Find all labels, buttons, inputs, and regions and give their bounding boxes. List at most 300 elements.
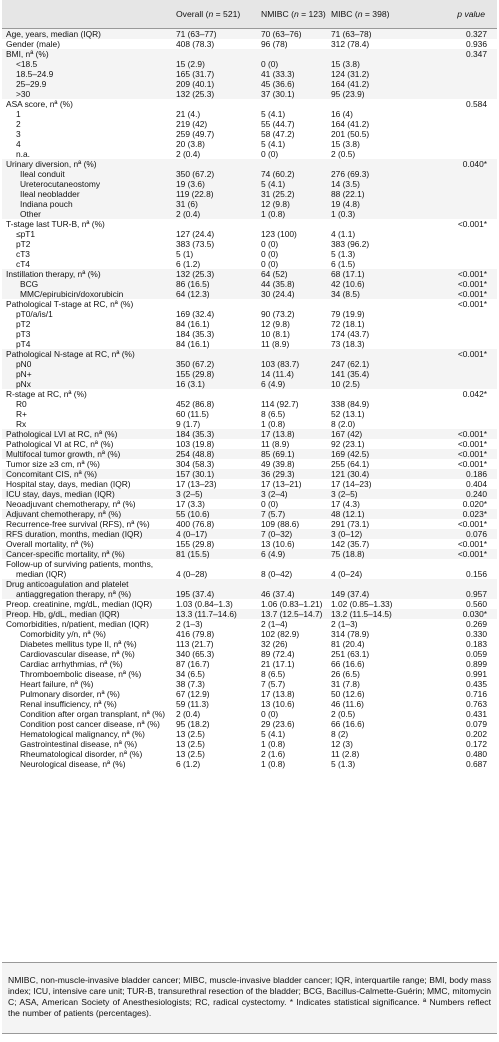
cell-mibc: 121 (30.4): [327, 469, 407, 479]
cell-p-value: 0.042*: [462, 389, 487, 399]
cell-p-value: [407, 339, 497, 349]
cell-p-value: 0.240: [407, 489, 497, 499]
table-row: [2, 199, 497, 209]
cell-overall: 20 (3.8): [176, 139, 205, 149]
cell-overall: 169 (32.4): [176, 309, 215, 319]
cell-overall: 127 (24.4): [176, 229, 215, 239]
cell-p-value: 0.763: [466, 699, 487, 709]
row-label-line1: Drug anticoagulation and platelet: [6, 579, 129, 589]
row-label: pNx: [2, 379, 172, 389]
cell-mibc: 5 (1.3): [331, 759, 356, 769]
cell-mibc: 149 (37.4): [327, 579, 407, 599]
row-label: pN+: [2, 369, 172, 379]
cell-nmibc: 10 (8.1): [261, 329, 290, 339]
cell-overall: [172, 349, 257, 359]
cell-mibc: 17 (4.3): [331, 499, 360, 509]
cell-nmibc: 85 (69.1): [257, 449, 327, 459]
row-label: pT4: [16, 339, 31, 349]
cell-mibc: 251 (63.1): [331, 649, 370, 659]
row-label: <18.5: [2, 59, 172, 69]
cell-mibc: 8 (2.0): [331, 419, 356, 429]
cell-mibc: 15 (3.8): [331, 139, 360, 149]
cell-p-value: [407, 109, 497, 119]
cell-nmibc: 1.06 (0.83–1.21): [261, 599, 323, 609]
row-label: Overall mortality, nª (%): [6, 539, 94, 549]
cell-mibc: 167 (42): [327, 429, 407, 439]
row-label-line2: median (IQR): [16, 569, 67, 579]
table-row: [2, 469, 497, 479]
cell-mibc: 5 (1.3): [331, 249, 356, 259]
table-row: [2, 39, 497, 49]
cell-nmibc: 0 (0): [257, 59, 327, 69]
cell-mibc: 81 (20.4): [331, 639, 365, 649]
cell-nmibc: [257, 299, 327, 309]
table-row: [2, 739, 497, 749]
cell-mibc: 1 (0.3): [327, 209, 407, 219]
row-label: 18.5–24.9: [2, 69, 172, 79]
cell-mibc: 66 (16.6): [331, 659, 365, 669]
cell-p-value: 0.347: [407, 49, 497, 59]
cell-p-value: 0.183: [466, 639, 487, 649]
row-label: Cancer-specific mortality, nª (%): [2, 549, 172, 559]
row-label: Pulmonary disorder, nª (%): [20, 689, 120, 699]
cell-p-value: [407, 189, 497, 199]
cell-p-value: 0.330: [466, 629, 487, 639]
cell-p-value: 0.991: [466, 669, 487, 679]
cell-nmibc: [257, 49, 327, 59]
cell-overall: 81 (15.5): [172, 549, 257, 559]
table-row: [2, 599, 497, 609]
table-row: [2, 119, 497, 129]
cell-nmibc: 89 (72.4): [261, 649, 295, 659]
header-variable: [2, 0, 172, 29]
cell-p-value: [407, 209, 497, 219]
table-row: [2, 439, 497, 449]
table-row: [2, 579, 497, 599]
row-label: pT3: [16, 329, 31, 339]
cell-nmibc: [257, 159, 327, 169]
cell-overall: 16 (3.1): [172, 379, 257, 389]
row-label: Age, years, median (IQR): [2, 29, 172, 40]
cell-mibc: 164 (41.2): [327, 79, 407, 89]
table-row: [2, 489, 497, 499]
row-label: Hematological malignancy, nª (%): [20, 729, 145, 739]
cell-mibc: 68 (17.1): [327, 269, 407, 279]
table-row: [2, 549, 497, 559]
cell-mibc: 338 (84.9): [331, 399, 370, 409]
cell-overall: 38 (7.3): [176, 679, 205, 689]
row-label: ≤pT1: [16, 229, 36, 239]
cell-nmibc: 11 (8.9): [261, 339, 290, 349]
cell-nmibc: 102 (82.9): [261, 629, 300, 639]
cell-mibc: 3 (0–12): [327, 529, 407, 539]
cell-p-value: 0.202: [466, 729, 487, 739]
cell-mibc: [327, 299, 407, 309]
cell-mibc: 17 (14–23): [331, 479, 372, 489]
cell-nmibc: 114 (92.7): [261, 399, 299, 409]
table-row: [2, 209, 497, 219]
cell-overall: 383 (73.5): [176, 239, 215, 249]
table-row: [2, 249, 497, 259]
cell-p-value: [407, 419, 497, 429]
cell-nmibc: [257, 349, 327, 359]
cell-overall: 2 (0.4): [176, 709, 201, 719]
row-label: Recurrence-free survival (RFS), nª (%): [6, 519, 150, 529]
cell-p-value: [407, 239, 497, 249]
cell-overall: 155 (29.8): [172, 369, 257, 379]
table-row: [2, 509, 497, 519]
table-row: [2, 709, 497, 719]
table-row: [2, 749, 497, 759]
row-label: [2, 559, 172, 579]
row-label: BCG: [2, 279, 172, 289]
cell-overall: [172, 99, 257, 109]
cell-p-value: [407, 229, 497, 239]
cell-p-value: 0.172: [466, 739, 487, 749]
cell-nmibc: 7 (5.7): [261, 679, 286, 689]
cell-overall: 132 (25.3): [172, 89, 257, 99]
row-label: Urinary diversion, nª (%): [2, 159, 172, 169]
row-label: Pathological N-stage at RC, nª (%): [2, 349, 172, 359]
cell-overall: [172, 389, 257, 399]
cell-overall: 3 (2–5): [172, 489, 257, 499]
cell-nmibc: [257, 219, 327, 229]
cell-p-value: <0.001*: [457, 459, 487, 469]
cell-nmibc: 70 (63–76): [257, 29, 327, 40]
cell-mibc: 75 (18.8): [327, 549, 407, 559]
row-label: Comorbidities, n/patient, median (IQR): [6, 619, 149, 629]
cell-overall: 13 (2.5): [176, 739, 205, 749]
cell-mibc: 2 (1–3): [331, 619, 358, 629]
cell-overall: 4 (0–28): [176, 569, 208, 579]
cell-nmibc: 5 (4.1): [261, 729, 286, 739]
header-row: [2, 0, 497, 29]
cell-overall: 195 (37.4): [172, 579, 257, 599]
cell-p-value: <0.001*: [407, 269, 497, 279]
cell-overall: 59 (11.3): [176, 699, 209, 709]
patient-characteristics-table: [2, 0, 497, 769]
cell-overall: 84 (16.1): [176, 339, 210, 349]
cell-p-value: <0.001*: [407, 549, 497, 559]
cell-nmibc: 31 (25.2): [257, 189, 327, 199]
cell-p-value: 0.156: [466, 569, 487, 579]
cell-p-value: [407, 409, 497, 419]
cell-p-value: 0.079: [466, 719, 487, 729]
cell-nmibc: 0 (0): [261, 149, 279, 159]
cell-overall: 95 (18.2): [176, 719, 210, 729]
cell-nmibc: 37 (30.1): [257, 89, 327, 99]
cell-nmibc: 32 (26): [261, 639, 288, 649]
row-label: Ileal conduit: [2, 169, 172, 179]
table-row: [2, 419, 497, 429]
cell-p-value: [407, 259, 497, 269]
cell-p-value: [407, 119, 497, 129]
table-row: [2, 109, 497, 119]
cell-nmibc: 5 (4.1): [257, 179, 327, 189]
table-row: [2, 759, 497, 769]
table-body: [2, 29, 497, 770]
cell-mibc: 142 (35.7): [331, 539, 370, 549]
table-row: [2, 339, 497, 349]
row-label: Other: [2, 209, 172, 219]
cell-nmibc: 13 (10.6): [261, 699, 295, 709]
cell-nmibc: 41 (33.3): [257, 69, 327, 79]
cell-overall: [172, 219, 257, 229]
row-label: Condition after organ transplant, nª (%): [20, 709, 166, 719]
table-row: [2, 59, 497, 69]
cell-overall: [172, 299, 257, 309]
table-row: [2, 169, 497, 179]
cell-p-value: <0.001*: [407, 279, 497, 289]
row-label: R-stage at RC, nª (%): [6, 389, 87, 399]
table-row: [2, 559, 497, 579]
cell-mibc: 8 (2): [331, 729, 349, 739]
row-label: Pathological VI at RC, nª (%): [6, 439, 114, 449]
row-label: ICU stay, days, median (IQR): [2, 489, 172, 499]
cell-p-value: [407, 399, 497, 409]
cell-p-value: <0.001*: [457, 299, 487, 309]
cell-overall: 15 (2.9): [172, 59, 257, 69]
cell-p-value: 0.186: [407, 469, 497, 479]
row-label: 1: [16, 109, 21, 119]
table-row: [2, 639, 497, 649]
cell-mibc: [327, 159, 407, 169]
cell-mibc: 52 (13.1): [331, 409, 365, 419]
cell-nmibc: 2 (1.6): [261, 749, 286, 759]
cell-nmibc: 17 (13.8): [261, 689, 295, 699]
header-p-value: p value: [407, 0, 497, 29]
row-label: T-stage last TUR-B, nª (%): [6, 219, 105, 229]
cell-mibc: 4 (1.1): [331, 229, 356, 239]
cell-p-value: [407, 89, 497, 99]
cell-overall: 340 (65.3): [176, 649, 215, 659]
cell-overall: 87 (16.7): [176, 659, 210, 669]
cell-p-value: [407, 149, 497, 159]
cell-overall: 84 (16.1): [176, 319, 210, 329]
row-label: Hospital stay, days, median (IQR): [6, 479, 131, 489]
row-label: Cardiovascular disease, nª (%): [20, 649, 135, 659]
cell-mibc: 383 (96.2): [331, 239, 370, 249]
cell-p-value: <0.001*: [407, 289, 497, 299]
cell-p-value: [407, 169, 497, 179]
cell-nmibc: 5 (4.1): [261, 109, 286, 119]
cell-overall: 17 (3.3): [176, 499, 205, 509]
cell-nmibc: 0 (0): [261, 249, 279, 259]
table-row: [2, 279, 497, 289]
cell-nmibc: 123 (100): [261, 229, 297, 239]
cell-p-value: [407, 79, 497, 89]
row-label: Renal insufficiency, nª (%): [20, 699, 117, 709]
cell-overall: 350 (67.2): [172, 359, 257, 369]
table-row: [2, 139, 497, 149]
cell-mibc: 4 (0–24): [331, 569, 363, 579]
row-label: 3: [16, 129, 21, 139]
cell-overall: 165 (31.7): [172, 69, 257, 79]
cell-overall: 71 (63–77): [172, 29, 257, 40]
cell-mibc: 11 (2.8): [331, 749, 360, 759]
row-label: 4: [16, 139, 21, 149]
cell-overall: 408 (78.3): [176, 39, 215, 49]
row-label: pT2: [16, 319, 31, 329]
cell-nmibc: 14 (11.4): [257, 369, 327, 379]
cell-overall: 67 (12.9): [176, 689, 210, 699]
cell-nmibc: 0 (0): [261, 259, 279, 269]
cell-p-value: 0.023*: [407, 509, 497, 519]
cell-mibc: 46 (11.6): [331, 699, 364, 709]
table-row: [2, 79, 497, 89]
cell-overall: 132 (25.3): [172, 269, 257, 279]
cell-nmibc: 7 (0–32): [257, 529, 327, 539]
row-label: n.a.: [16, 149, 30, 159]
cell-mibc: 92 (23.1): [331, 439, 365, 449]
cell-mibc: 255 (64.1): [331, 459, 370, 469]
cell-overall: 184 (35.3): [172, 429, 257, 439]
cell-overall: 17 (13–23): [176, 479, 217, 489]
cell-p-value: <0.001*: [407, 349, 497, 359]
cell-mibc: 31 (7.8): [331, 679, 360, 689]
cell-nmibc: 74 (60.2): [257, 169, 327, 179]
cell-p-value: <0.001*: [457, 439, 487, 449]
cell-mibc: 72 (18.1): [331, 319, 365, 329]
cell-nmibc: 21 (17.1): [261, 659, 295, 669]
cell-overall: 209 (40.1): [172, 79, 257, 89]
cell-mibc: 10 (2.5): [327, 379, 407, 389]
cell-overall: 13 (2.5): [176, 729, 205, 739]
table-row: [2, 299, 497, 309]
row-label: >30: [2, 89, 172, 99]
table-row: [2, 359, 497, 369]
table-row: [2, 529, 497, 539]
table-row: [2, 329, 497, 339]
cell-overall: 55 (10.6): [172, 509, 257, 519]
row-label: Thromboembolic disease, nª (%): [20, 669, 142, 679]
header-nmibc: NMIBC (n = 123): [257, 0, 327, 29]
cell-p-value: 0.899: [466, 659, 487, 669]
cell-mibc: [327, 219, 407, 229]
cell-nmibc: 7 (5.7): [257, 509, 327, 519]
cell-overall: 13.3 (11.7–14.6): [172, 609, 257, 619]
cell-p-value: 0.030*: [407, 609, 497, 619]
cell-nmibc: 58 (47.2): [261, 129, 295, 139]
row-label: R0: [16, 399, 27, 409]
row-label: Concomitant CIS, nª (%): [2, 469, 172, 479]
cell-nmibc: 29 (23.6): [261, 719, 295, 729]
cell-nmibc: 96 (78): [261, 39, 288, 49]
cell-mibc: 42 (10.6): [327, 279, 407, 289]
table-row: [2, 699, 497, 709]
cell-p-value: <0.001*: [457, 539, 487, 549]
cell-p-value: [407, 179, 497, 189]
table-row: [2, 289, 497, 299]
table-row: [2, 619, 497, 629]
cell-nmibc: 5 (4.1): [261, 139, 286, 149]
cell-nmibc: 1 (0.8): [261, 739, 286, 749]
cell-p-value: <0.001*: [407, 449, 497, 459]
cell-nmibc: 6 (4.9): [257, 549, 327, 559]
row-label-line1: Follow-up of surviving patients, months,: [6, 559, 154, 569]
cell-overall: [172, 159, 257, 169]
table-row: [2, 429, 497, 439]
table-row: [2, 349, 497, 359]
table-row: [2, 49, 497, 59]
cell-nmibc: 12 (9.8): [261, 319, 290, 329]
cell-nmibc: 0 (0): [261, 239, 279, 249]
cell-p-value: 0.716: [466, 689, 487, 699]
cell-p-value: 0.480: [466, 749, 487, 759]
cell-p-value: [407, 379, 497, 389]
cell-mibc: 247 (62.1): [327, 359, 407, 369]
cell-mibc: 50 (12.6): [331, 689, 365, 699]
table-row: [2, 409, 497, 419]
cell-overall: 4 (0–17): [172, 529, 257, 539]
row-label: Gastrointestinal disease, nª (%): [20, 739, 138, 749]
cell-nmibc: 17 (13.8): [257, 429, 327, 439]
row-label: Neurological disease, nª (%): [20, 759, 126, 769]
table-row: [2, 479, 497, 489]
row-label: Gender (male): [6, 39, 60, 49]
table-row: [2, 229, 497, 239]
cell-nmibc: 3 (2–4): [257, 489, 327, 499]
table-row: [2, 519, 497, 529]
table-row: [2, 29, 497, 40]
header-overall: Overall (n = 521): [172, 0, 257, 29]
row-label-line2: antiaggregation therapy, nª (%): [16, 589, 132, 599]
cell-overall: 254 (48.8): [172, 449, 257, 459]
row-label: [2, 579, 172, 599]
cell-overall: 21 (4.): [176, 109, 201, 119]
row-label: Rheumatological disorder, nª (%): [20, 749, 143, 759]
cell-p-value: <0.001*: [407, 429, 497, 439]
cell-overall: 13 (2.5): [176, 749, 205, 759]
cell-p-value: 0.435: [466, 679, 487, 689]
table-row: [2, 179, 497, 189]
cell-overall: 157 (30.1): [172, 469, 257, 479]
table-row: [2, 729, 497, 739]
row-label: Multifocal tumor growth, nª (%): [2, 449, 172, 459]
table-row: [2, 269, 497, 279]
cell-mibc: [327, 99, 407, 109]
cell-mibc: 314 (78.9): [331, 629, 370, 639]
table-row: [2, 499, 497, 509]
cell-overall: 350 (67.2): [172, 169, 257, 179]
cell-mibc: 3 (2–5): [327, 489, 407, 499]
cell-overall: 219 (42): [176, 119, 208, 129]
cell-nmibc: [257, 389, 327, 399]
cell-mibc: 312 (78.4): [331, 39, 370, 49]
cell-mibc: 201 (50.5): [331, 129, 370, 139]
table-row: [2, 99, 497, 109]
cell-overall: 6 (1.2): [176, 259, 201, 269]
cell-p-value: 0.936: [466, 39, 487, 49]
cell-overall: 259 (49.7): [176, 129, 215, 139]
cell-nmibc: 1 (0.8): [261, 419, 286, 429]
row-label: Instillation therapy, nª (%): [2, 269, 172, 279]
cell-p-value: [407, 319, 497, 329]
cell-p-value: [407, 69, 497, 79]
cell-p-value: [407, 249, 497, 259]
cell-mibc: 71 (63–78): [327, 29, 407, 40]
table-row: [2, 539, 497, 549]
cell-p-value: 0.059: [466, 649, 487, 659]
cell-mibc: 79 (19.9): [331, 309, 365, 319]
header-mibc: MIBC (n = 398): [327, 0, 407, 29]
row-label: Ureterocutaneostomy: [2, 179, 172, 189]
row-label: Tumor size ≥3 cm, nª (%): [6, 459, 100, 469]
cell-p-value: [407, 309, 497, 319]
table-row: [2, 129, 497, 139]
cell-mibc: 2 (0.5): [331, 709, 356, 719]
cell-overall: 64 (12.3): [172, 289, 257, 299]
